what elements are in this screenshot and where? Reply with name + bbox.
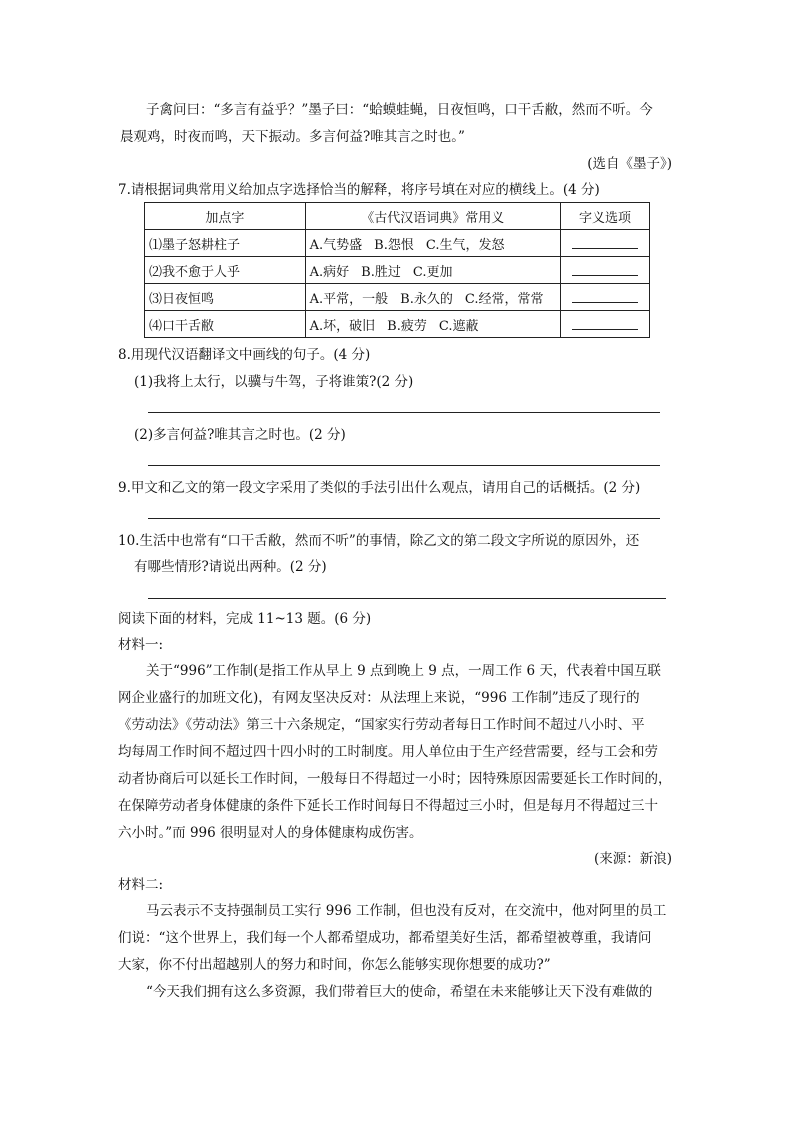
meaning-options	[305, 284, 560, 311]
option: B.永久的	[400, 291, 453, 307]
passage-source: (选自《墨子》)	[587, 156, 672, 172]
material-1-line: 均每周工作时间不超过四十四小时的工时制度。用人单位由于生产经营需要，经与工会和劳	[118, 744, 658, 760]
answer-blank[interactable]	[560, 284, 649, 311]
question-8-sub2: (2)多言何益?唯其言之时也。(2 分)	[134, 427, 346, 443]
material-1-line: 《劳动法》《劳动法》第三十六条规定，“国家实行劳动者每日工作时间不超过八小时、平	[118, 717, 645, 733]
target-word: ⑴墨子怒耕柱子	[145, 230, 306, 257]
material-2-line: “今天我们拥有这么多资源，我们带着巨大的使命，希望在未来能够让天下没有难做的	[146, 984, 653, 1000]
table-header: 字义选项	[560, 203, 649, 230]
option: A.病好	[309, 264, 350, 280]
table-row	[145, 284, 650, 311]
material-1-line: 网企业盛行的加班文化)，有网友坚决反对：从法理上来说，“996 工作制”违反了现行的	[118, 690, 640, 706]
target-word: ⑶日夜恒鸣	[145, 284, 306, 311]
question-10-line: 10.生活中也常有“口干舌敝，然而不听”的事情，除乙文的第二段文字所说的原因外，还	[118, 533, 640, 549]
material-1-source: (来源：新浪)	[593, 851, 672, 867]
answer-blank[interactable]	[560, 311, 649, 338]
material-1-label: 材料一:	[118, 637, 164, 653]
passage-line: 晨观鸡，时夜而鸣，天下振动。多言何益?唯其言之时也。”	[120, 129, 465, 145]
question-9-prompt: 9.甲文和乙文的第一段文字采用了类似的手法引出什么观点，请用自己的话概括。(2 分)	[118, 480, 641, 496]
table-row	[145, 257, 650, 284]
option: B.疲劳	[387, 318, 427, 334]
material-2-label: 材料二:	[118, 877, 164, 893]
material-1-line: 在保障劳动者身体健康的条件下延长工作时间每日不得超过三小时，但是每月不得超过三十	[118, 798, 658, 814]
vocab-table	[144, 202, 650, 338]
question-10-line: 有哪些情形?请说出两种。(2 分)	[134, 559, 327, 575]
option: B.怨恨	[374, 237, 414, 253]
table-row	[145, 230, 650, 257]
target-word: ⑵我不愈于人乎	[145, 257, 306, 284]
table-header: 《古代汉语词典》常用义	[305, 203, 560, 230]
material-2-line: 们说：“这个世界上，我们每一个人都希望成功，都希望美好生活，都希望被尊重，我请问	[118, 930, 652, 946]
option: A.气势盛	[309, 237, 363, 253]
answer-blank[interactable]	[560, 230, 649, 257]
meaning-options	[305, 230, 560, 257]
option: C.遮蔽	[438, 318, 479, 334]
option: A.坏，破旧	[309, 318, 376, 334]
option: A.平常，一般	[309, 291, 389, 307]
material-1-line: 六小时。”而 996 很明显对人的身体健康构成伤害。	[118, 825, 423, 841]
table-header-row	[145, 203, 650, 230]
material-2-line: 大家，你不付出超越别人的努力和时间，你怎么能够实现你想要的成功?”	[118, 957, 551, 973]
answer-line[interactable]	[148, 412, 660, 413]
table-row	[145, 311, 650, 338]
question-7-prompt: 7.请根据词典常用义给加点字选择恰当的解释，将序号填在对应的横线上。(4 分)	[118, 182, 600, 198]
material-1-line: 动者协商后可以延长工作时间，一般每日不得超过一小时；因特殊原因需要延长工作时间的，	[118, 771, 672, 787]
reading-intro: 阅读下面的材料，完成 11~13 题。(6 分)	[118, 611, 372, 627]
meaning-options	[305, 311, 560, 338]
answer-line[interactable]	[148, 465, 660, 466]
option: C.更加	[412, 264, 453, 280]
passage-line: 子禽问曰：“多言有益乎？”墨子曰：“蛤蟆蛙蝇，日夜恒鸣，口干舌敝，然而不听。今	[146, 102, 653, 118]
option: C.生气，发怒	[425, 237, 505, 253]
question-8-sub1: (1)我将上太行，以骥与牛驾，子将谁策?(2 分)	[134, 374, 414, 390]
option: B.胜过	[361, 264, 401, 280]
material-2-line: 马云表示不支持强制员工实行 996 工作制，但也没有反对，在交流中，他对阿里的员工	[146, 903, 667, 919]
meaning-options	[305, 257, 560, 284]
answer-line[interactable]	[148, 598, 666, 599]
table-header: 加点字	[145, 203, 306, 230]
material-1-line: 关于“996”工作制(是指工作从早上 9 点到晚上 9 点，一周工作 6 天，代表着中国互联	[146, 663, 661, 679]
answer-blank[interactable]	[560, 257, 649, 284]
target-word: ⑷口干舌敝	[145, 311, 306, 338]
option: C.经常，常常	[464, 291, 544, 307]
answer-line[interactable]	[148, 518, 660, 519]
question-8-prompt: 8.用现代汉语翻译文中画线的句子。(4 分)	[118, 347, 371, 363]
